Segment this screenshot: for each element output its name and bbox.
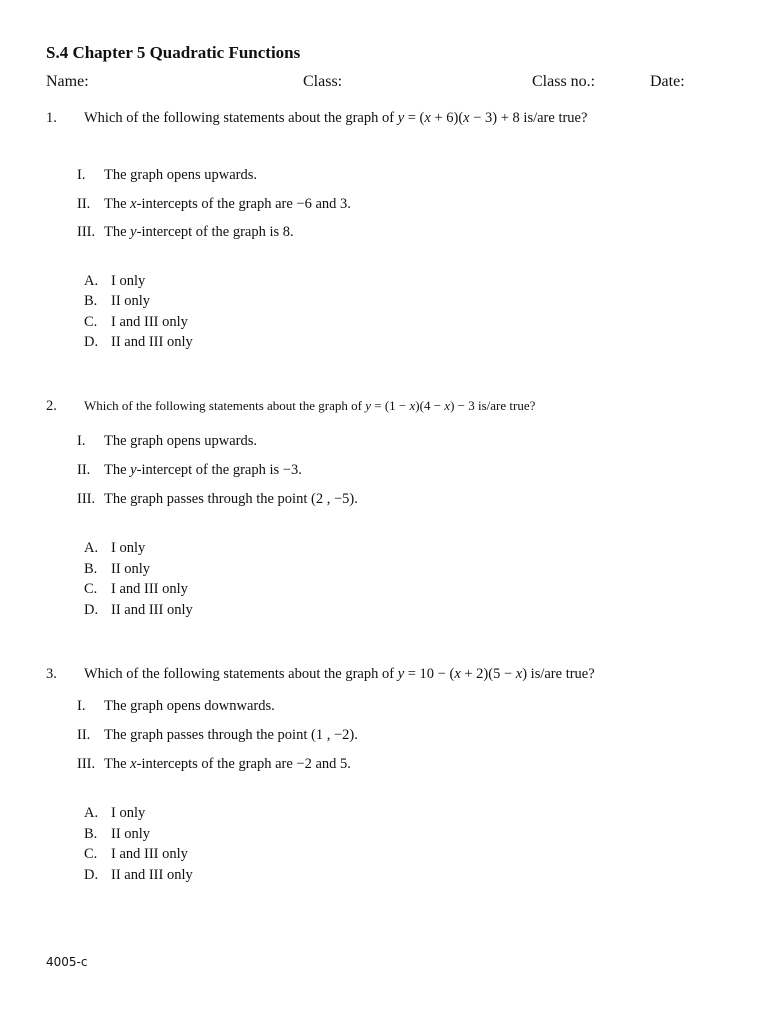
class-label: Class: [303,73,343,90]
q1-statement-2-numeral: II. [77,196,91,212]
q3-option-b-letter: B. [84,826,98,842]
q3-option-d: II and III only [111,867,193,883]
q3-statement-1-numeral: I. [77,698,86,714]
q2-option-c: I and III only [111,581,188,597]
q1-statement-1: The graph opens upwards. [104,167,258,183]
q2-statement-1-numeral: I. [77,433,86,449]
q2-option-a: I only [111,540,146,556]
question-1-number: 1. [46,110,57,126]
q2-statement-2-numeral: II. [77,462,91,478]
q2-option-d-letter: D. [84,602,99,618]
q1-statement-3: The y-intercept of the graph is 8. [104,224,294,240]
question-2-prompt: Which of the following statements about the graph of y = (1 − x)(4 − x) − 3 is/are true? [84,398,536,413]
q3-statement-3-numeral: III. [77,756,96,772]
class-no-label: Class no.: [532,73,596,90]
q1-statement-3-numeral: III. [77,224,96,240]
date-label: Date: [650,73,685,90]
q2-statement-3-numeral: III. [77,491,96,507]
q3-option-c-letter: C. [84,846,98,862]
q2-option-b-letter: B. [84,561,98,577]
question-3-number: 3. [46,666,57,682]
q1-option-a-letter: A. [84,273,99,289]
q1-statement-1-numeral: I. [77,167,86,183]
q1-option-a: I only [111,273,146,289]
q2-statement-3: The graph passes through the point (2 , −5). [104,491,358,507]
q2-option-c-letter: C. [84,581,98,597]
q2-statement-2: The y-intercept of the graph is −3. [104,462,302,478]
q3-option-a-letter: A. [84,805,99,821]
q3-option-b: II only [111,826,151,842]
q1-statement-2: The x-intercepts of the graph are −6 and 3. [104,196,351,212]
name-label: Name: [46,73,89,90]
q3-option-c: I and III only [111,846,188,862]
q3-option-a: I only [111,805,146,821]
q1-option-c-letter: C. [84,314,98,330]
q2-option-d: II and III only [111,602,193,618]
q3-statement-2: The graph passes through the point (1 , −2). [104,727,358,743]
q3-option-d-letter: D. [84,867,99,883]
q2-option-b: II only [111,561,151,577]
q2-statement-1: The graph opens upwards. [104,433,258,449]
question-3-prompt: Which of the following statements about the graph of y = 10 − (x + 2)(5 − x) is/are true? [84,666,595,682]
q3-statement-1: The graph opens downwards. [104,698,275,714]
q1-option-b: II only [111,293,151,309]
question-2-number: 2. [46,398,57,414]
q3-statement-3: The x-intercepts of the graph are −2 and 5. [104,756,351,772]
q3-statement-2-numeral: II. [77,727,91,743]
q1-option-b-letter: B. [84,293,98,309]
q1-option-c: I and III only [111,314,188,330]
q1-option-d-letter: D. [84,334,99,350]
q1-option-d: II and III only [111,334,193,350]
footer-code: 4005-c [46,955,88,969]
page-title: S.4 Chapter 5 Quadratic Functions [46,43,301,62]
q2-option-a-letter: A. [84,540,99,556]
question-1-prompt: Which of the following statements about the graph of y = (x + 6)(x − 3) + 8 is/are true? [84,110,588,126]
